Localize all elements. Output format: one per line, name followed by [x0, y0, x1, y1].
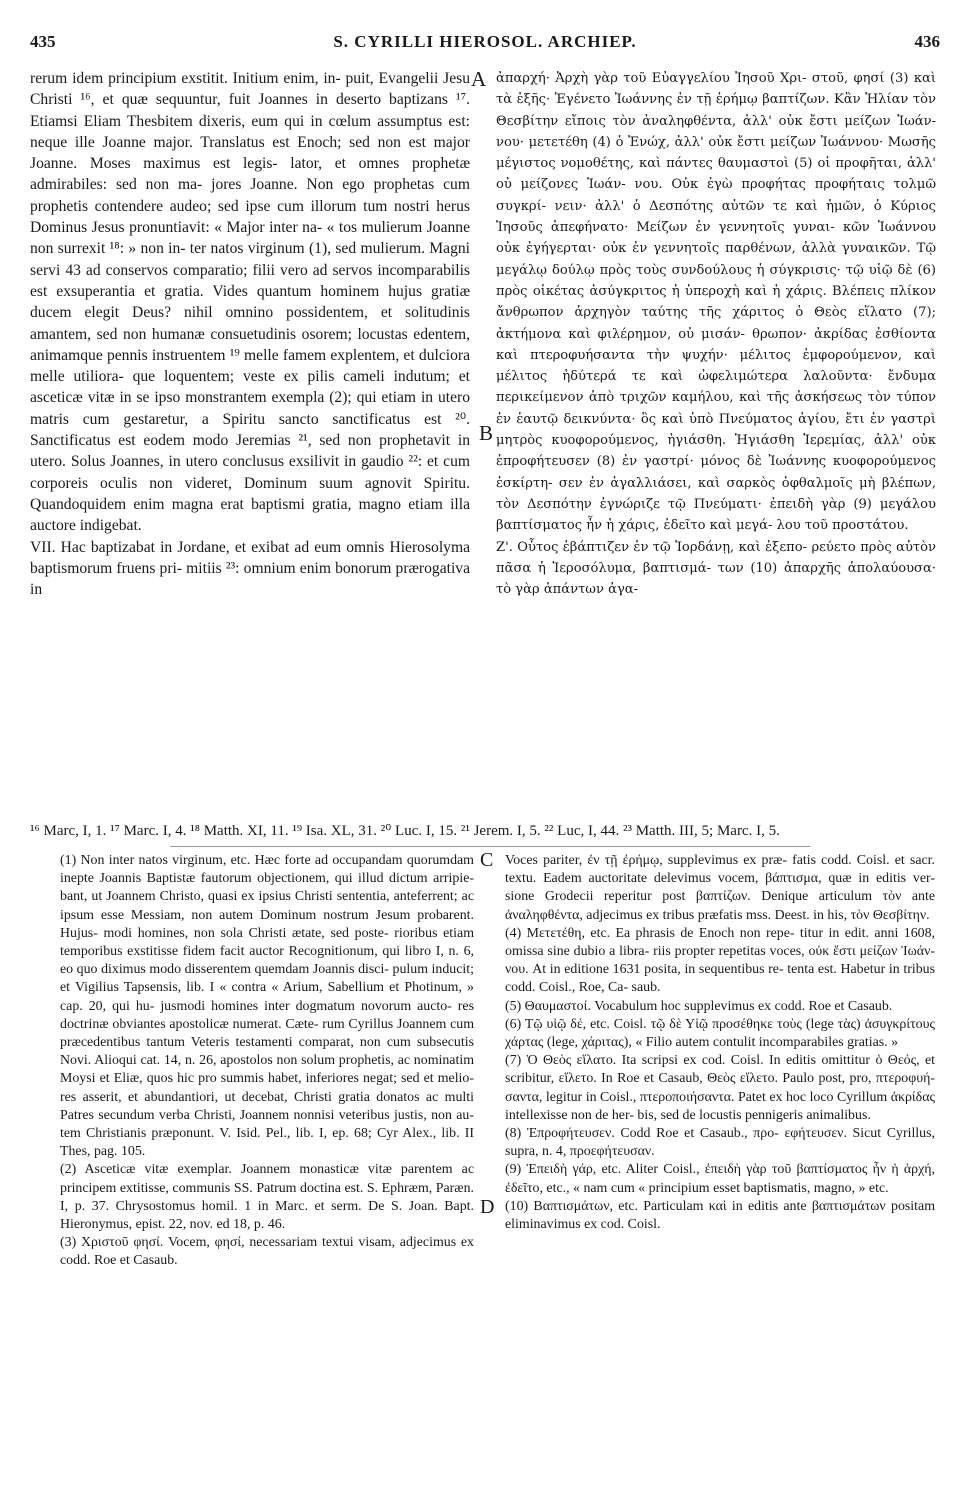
margin-marker-a: A — [471, 67, 487, 91]
running-title: S. CYRILLI HIEROSOL. ARCHIEP. — [333, 32, 637, 51]
greek-paragraph: Ζ'. Οὗτος ἐβάπτιζεν ἐν τῷ Ἰορδάνῃ, καὶ ἐξεπο- ρεύετο πρὸς αὐτὸν πᾶσα ἡ Ἱεροσόλυμα, βαπτισμά- των (10) ἀπαρχῆς ἀπολαύουσα· τὸ γὰρ ἁπάντων ἀγα- — [496, 539, 936, 598]
latin-column — [30, 68, 470, 820]
footnote: (5) Θαυμαστοί. Vocabulum hoc supplevimus ex codd. Roe et Casaub. — [505, 998, 893, 1014]
greek-paragraph: ἀπαρχή· Ἀρχὴ γὰρ τοῦ Εὐαγγελίου Ἰησοῦ Χρι- στοῦ, φησί (3) καὶ τὰ ἑξῆς· Ἐγένετο Ἰωάννης ἐν τῇ ἐρήμῳ βαπτίζων. Κἂν Ἠλίαν τὸν Θεσβίτην εἴποις τὸν ἀναληφθέντα, ἀλλ' οὐκ ἔστι μείζων Ἰωάν- νου· μετετέθη (4) ὁ Ἐνώχ, ἀλλ' οὐκ ἔστι μείζων Ἰωάννου· Μωσῆς μέγιστος νομοθέτης, καὶ πάντες θαυμαστοὶ (5) οἱ προφῆται, ἀλλ' οὐ μείζονες Ἰωάν- νου. Οὐκ ἐγὼ προφήτας προφήταις τολμῶ συγκρί- νειν· ἀλλ' ὁ Δεσπότης αὐτῶν τε καὶ ἡμῶν, ὁ Κύριος Ἰησοῦς ἀπεφήνατο· Μείζων ἐν γεννητοῖς γυναι- κῶν Ἰωάννου οὐκ ἐγήγερται· οὐκ ἐν γεννητοῖς παρθένων, ἀλλὰ γυναικῶν. Τῷ μεγάλῳ δούλῳ πρὸς τοὺς συνδούλους ἡ σύγκρισις· τῷ υἱῷ δὲ (6) πρὸς οἰκέτας ἀσύγκριτος ἡ ὑπεροχὴ καὶ ἡ χάρις. Βλέπεις πλίκον ἄνθρωπον ἀρχηγὸν ταύτης τῆς χάριτος ὁ Θεὸς εἵλατο (7); ἀκτήμονα καὶ φιλέρημον, οὐ μισάν- θρωπον· ἀκρίδας ἐσθίοντα καὶ πτεροφυήσαντα τὴν ψυχήν· μέλιτος ἐμφορούμενον, καὶ μέλιτος ἡδύτερά τε καὶ ὠφελιμώτερα λαλοῦντα· ἔνδυμα περικείμενον ἀπὸ τριχῶν καμήλου, καὶ τῆς ἀσκήσεως τὸν τύπον ἐν ἑαυτῷ δεικνύντα· ὃς καὶ ὑπὸ Πνεύματος ἁγίου, ἔτι ἐν γαστρὶ μητρὸς κυοφορούμενος, ἡγιάσθη. Ἡγιάσθη Ἱερεμίας, ἀλλ' οὐκ ἐπροφήτευσεν (8) ἐν γαστρί· μόνος δὲ Ἰωάννης κυοφορούμενος ἐσκίρτη- σεν ἐν ἀγαλλιάσει, καὶ σαρκὸς ὀφθαλμοῖς μὴ βλέπων, τὸν Δεσπότην ἐγνώριζε τῷ Πνεύματι· ἐπειδὴ γὰρ (9) μεγάλου βαπτίσματος ἦν ἡ χάρις, ἐδεῖτο καὶ μεγά- λου τοῦ προστάτου. — [496, 71, 936, 534]
footnote: (8) Ἐπροφήτευσεν. Codd Roe et Casaub., προ- εφήτευσεν. Sicut Cyrillus, supra, n. 4, προεφήτευσαν. — [505, 1126, 935, 1160]
footnote-divider — [170, 846, 810, 847]
scripture-references: ¹⁶ Marc, I, 1. ¹⁷ Marc. I, 4. ¹⁸ Matth. XI, 11. ¹⁹ Isa. XL, 31. ²⁰ Luc. I, 15. ²¹ Jerem. I, 5. ²² Luc, I, 44. ²³ Matth. III, 5; Marc. I, 5. — [30, 823, 780, 839]
notes-left-column — [60, 852, 474, 1472]
page-number-left: 435 — [30, 32, 56, 51]
footnote: Voces pariter, ἐν τῇ ἐρήμῳ, supplevimus ex præ- fatis codd. Coisl. et sacr. textu. Eadem auctoritate delevimus vocem, βάπτισμα, quæ in editis ver- sione Grodecii reperitur post βαπτίζων. Denique articulum τὸν ante ἀναληφθέντα, adjecimus ex tribus præfatis mss. Deest. in his, τὸν Θεσβίτην. — [505, 853, 935, 923]
page-header — [30, 32, 940, 58]
page-number-right: 436 — [914, 32, 940, 51]
footnote: (7) Ὁ Θεὸς εἵλατο. Ita scripsi ex cod. Coisl. In editis omittitur ὁ Θεός, et scribitur, εἵλετο. In Roe et Casaub, Θεὸς εἵλετο. Paulo post, pro, πτεροφυή- σαντα, legitur in Coisl., πτεροποιήσαντα. Patet ex hoc loco Cyrillum ἀκρίδας intellexisse non de her- bis, sed de locustis pennigeris animalibus. — [505, 1053, 935, 1123]
greek-column — [496, 68, 936, 820]
latin-paragraph: VII. Hac baptizabat in Jordane, et exibat ad eum omnis Hierosolyma baptismorum fruens pri- mitiis ²³: omnium enim bonorum prærogativa in — [30, 538, 470, 599]
margin-marker-b: B — [479, 421, 494, 445]
footnote: (4) Μετετέθη, etc. Ea phrasis de Enoch non repe- titur in edit. anni 1608, omissa sine dubio a libra- riis propter repetitas voces, οὐκ ἔστι μείζων Ἰωάν- νου. At in editione 1631 posita, in sequentibus re- tenta est. Habetur in tribus codd. Coisl., Roe, Ca- saub. — [505, 925, 935, 996]
footnote: (9) Ἐπειδὴ γάρ, etc. Aliter Coisl., ἐπειδὴ γὰρ τοῦ βαπτίσματος ἦν ἡ ἀρχή, ἐδεῖτο, etc., « nam cum « principium esset baptismatis, magno, » etc. — [505, 1162, 935, 1196]
footnote: (2) Asceticæ vitæ exemplar. Joannem monasticæ vitæ parentem ac principem extitisse, communis SS. Patrum doctina est. S. Ephræm, Paræn. I, p. 37. Chrysostomus homil. 1 in Marc. et serm. De S. Joan. Bapt. Hieronymus, epist. 22, nov. ed 18, p. 46. — [60, 1162, 474, 1233]
footnote: (3) Χριστοῦ φησί. Vocem, φησί, necessariam textui visam, adjecimus ex codd. Roe et Casaub. — [60, 1235, 474, 1269]
margin-marker-c: C — [480, 849, 494, 871]
footnote: (6) Τῷ υἱῷ δέ, etc. Coisl. τῷ δὲ Υἱῷ προσέθηκε τοὺς (lege τὰς) ἀσυγκρίτους χάρτας (lege, χάριτας), « Filio autem contulit incomparabiles gratias. » — [505, 1016, 935, 1051]
footnote: (1) Non inter natos virginum, etc. Hæc forte ad occupandam quorumdam inepte Joannis Baptistæ fautorum objectionem, qui illud dictum arripie- bant, ut Joannem Christo, quasi ex ipsius Christi sententia, anteferrent; ac ipsum esse Messiam, non autem Dominum nostrum Jesum probarent. Hujus- modi homines, non sola Christi ætate, sed poste- rioribus etiam temporibus exstitisse fidem facit auctor Recognitionum, qui libro I, n. 6, eo quo diximus modo disserentem quemdam Joannis disci- pulum inducit; et Vigilius Tapsensis, lib. I « contra « Arium, Sabellium et Photinum, » cap. 20, qui hu- jusmodi homines inter dogmatum novorum aucto- res doctrinæ obviantes apostolicæ numerat. Cæte- rum Cyrillus Joannem cum præcedentibus tantum Veteris testamenti comparat, non cum subsecutis Novi. Alioqui cat. 14, n. 26, apostolos non solum prophetis, ac nominatim Moysi et Eliæ, quos hic pro summis habet, inferiores negat; sed et melio- res asserit, et abundantiori, ut decebat, Christi gratia donatos ac multi Patres secundum verba Christi, Joannem nonnisi veteribus justis, non au- tem Christianis præponunt. V. Isid. Pel., lib. I, ep. 68; Cyr Alex., lib. II Thes, pag. 105. — [60, 853, 474, 1160]
margin-marker-d: D — [480, 1196, 495, 1218]
latin-paragraph: rerum idem principium exstitit. Initium enim, in- puit, Evangelii Jesu Christi ¹⁶, et quæ sequuntur, fuit Joannes in deserto baptizans ¹⁷. Etiamsi Eliam Thesbitem dixeris, eum qui in cœlum assumptus est: neque ille Joanne major. Translatus est Enoch; sed non est major Joanne. Moses maximus est legis- lator, et omnes prophetæ admirabiles: sed non ma- jores Joanne. Non ego prophetas cum prophetis contendere audeo; sed ipse cum illorum tum nostri herus Dominus Jesus pronuntiavit: « Major inter na- « tos mulierum Joanne non surrexit ¹⁸: » non in- ter natos virginum (1), sed mulierum. Magni servi 43 ad conservos comparatio; filii vero ad servos incomparabilis est exsuperantia et gratia. Vides quantum hominem hujus gratiæ ducem elegit Deus? nihil omnino possidentem, et solitudinis amantem, sed non humanæ consuetudinis osorem; locustas edentem, animamque pennis instruentem ¹⁹ melle famem explentem, et dulciora melle utiliora- que loquentem; veste ex pilis cameli indutum; et asceticæ vitæ in se ipso monstrantem exempla (2); qui etiam in utero matris cum gestaretur, a Spiritu sancto sanctificatus est ²⁰. Sanctificatus est eodem modo Jeremias ²¹, sed non prophetavit in utero. Solus Joannes, in utero conclusus exsilivit in gaudio ²²: et cum corporeis oculis non videret, Dominum suum agnovit Spiritu. Quandoquidem enim magna erat baptismi gratia, magno etiam illa auctore indigebat. — [30, 70, 470, 535]
notes-right-column — [505, 852, 935, 1472]
footnote: (10) Βαπτισμάτων, etc. Particulam καὶ in editis ante βαπτισμάτων positam eliminavimus ex cod. Coisl. — [505, 1198, 935, 1233]
